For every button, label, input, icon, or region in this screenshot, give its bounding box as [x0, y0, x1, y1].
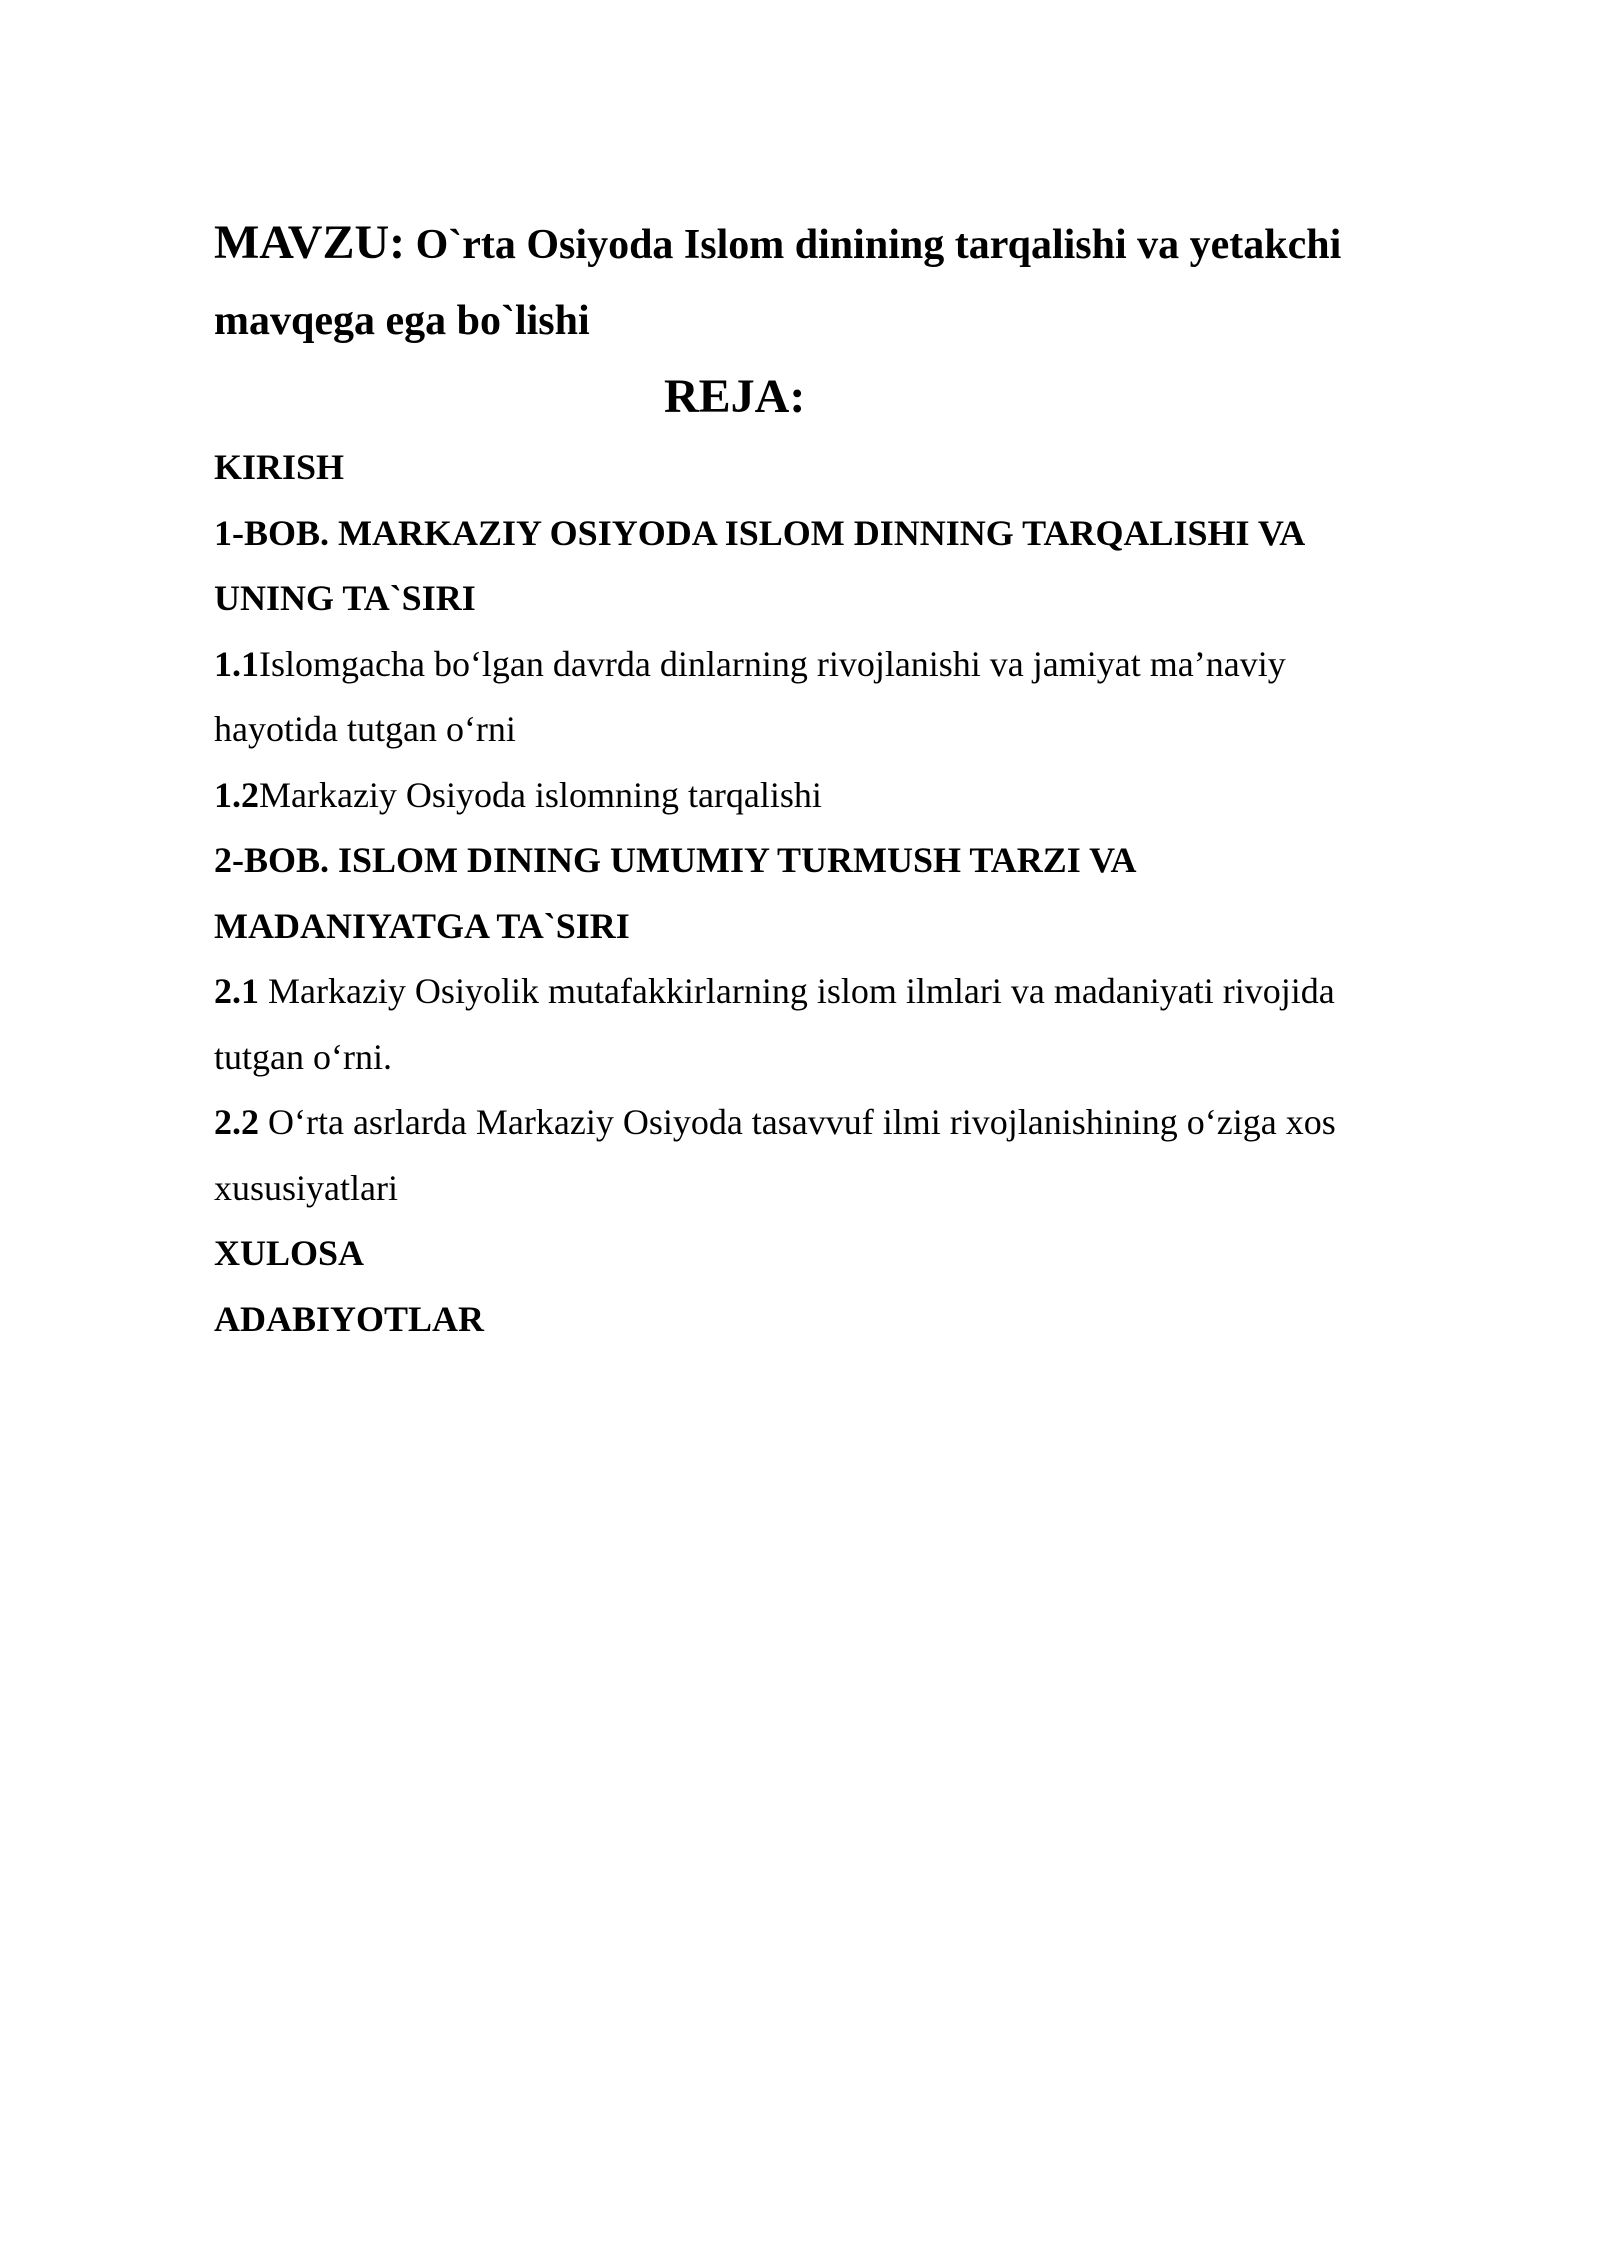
toc-section-1-1 — [214, 632, 1414, 763]
toc-conclusion: XULOSA — [214, 1233, 365, 1273]
toc-chapter-1: 1-BOB. MARKAZIY OSIYODA ISLOM DINNING TARQALISHI VA UNING TA`SIRI — [214, 512, 1304, 618]
toc-section-2-2 — [214, 1090, 1414, 1221]
toc-section-1-2-text: Markaziy Osiyoda islomning tarqalishi — [259, 774, 822, 815]
toc-chapter-2: 2-BOB. ISLOM DINING UMUMIY TURMUSH TARZI VA MADANIYATGA TA`SIRI — [214, 840, 1135, 946]
toc-section-2-2-number: 2.2 — [214, 1102, 259, 1142]
topic-text: O`rta Osiyoda Islom dinining tarqalishi va yetakchi mavqega ega bo`lishi — [214, 222, 1342, 344]
toc-section-2-1-number: 2.1 — [214, 971, 259, 1011]
toc-section-2-1 — [214, 959, 1414, 1090]
topic-label: MAVZU: — [214, 216, 406, 269]
plan-heading: REJA: — [664, 370, 806, 423]
toc-intro: KIRISH — [214, 447, 345, 487]
topic-title — [214, 205, 1414, 359]
toc-section-1-1-number: 1.1 — [214, 643, 259, 684]
toc-section-1-2 — [214, 763, 1414, 829]
toc-references: ADABIYOTLAR — [214, 1298, 485, 1339]
document-content — [214, 205, 1414, 1352]
toc-section-1-1-text: Islomgacha bo‘lgan davrda dinlarning rivojlanishi va jamiyat ma’naviy hayotida tutgan o‘rni — [214, 643, 1286, 749]
toc-section-1-2-number: 1.2 — [214, 774, 259, 815]
table-of-contents — [214, 435, 1414, 1352]
toc-section-2-2-text: O‘rta asrlarda Markaziy Osiyoda tasavvuf ilmi rivojlanishining o‘ziga xos xususiyatlari — [214, 1102, 1336, 1208]
toc-section-2-1-text: Markaziy Osiyolik mutafakkirlarning islom ilmlari va madaniyati rivojida tutgan o‘rni. — [214, 971, 1335, 1077]
